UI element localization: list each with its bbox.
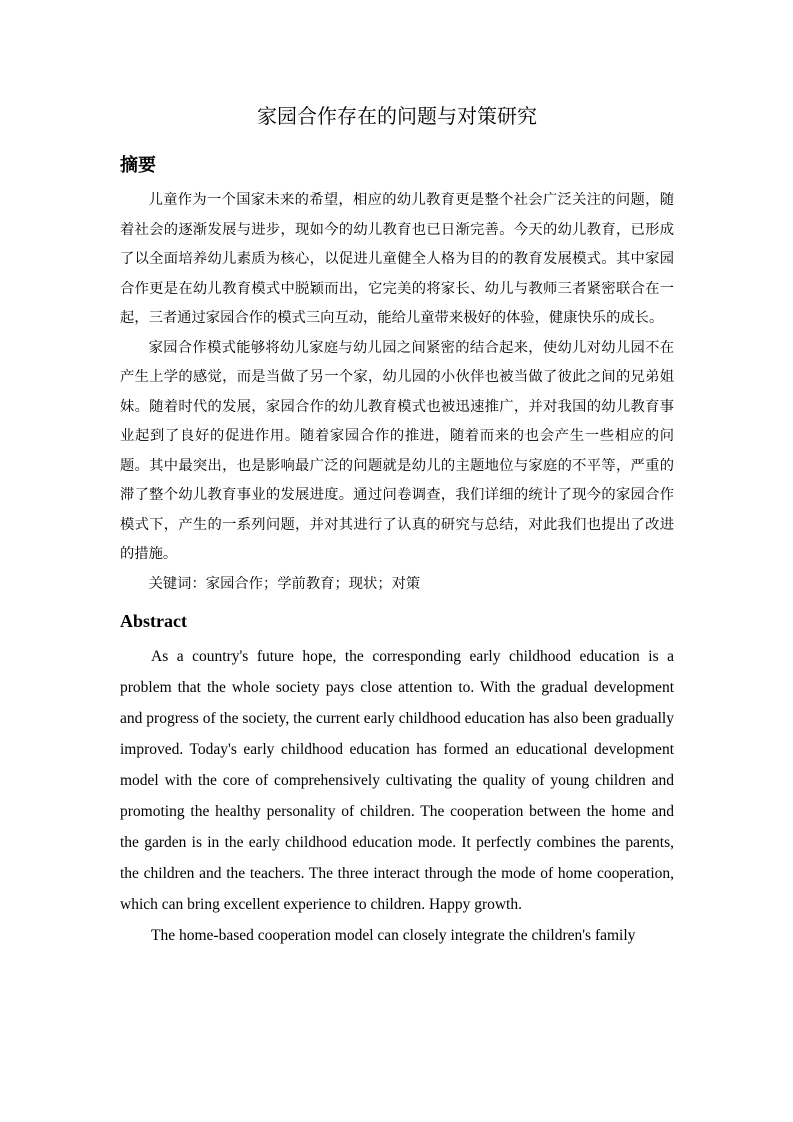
abstract-en-heading: Abstract	[120, 611, 187, 631]
document-page	[120, 100, 674, 951]
abstract-cn-paragraph: 儿童作为一个国家未来的希望，相应的幼儿教育更是整个社会广泛关注的问题，随着社会的逐渐发展与进步，现如今的幼儿教育也已日渐完善。今天的幼儿教育，已形成了以全面培养幼儿素质为核心，以促进儿童健全人格为目的的教育发展模式。其中家园合作更是在幼儿教育模式中脱颖而出，它完美的将家长、幼儿与教师三者紧密联合在一起，三者通过家园合作的模式三向互动，能给儿童带来极好的体验，健康快乐的成长。	[120, 192, 674, 326]
abstract-en-paragraph: The home-based cooperation model can closely integrate the children's family	[151, 927, 636, 944]
document-title: 家园合作存在的问题与对策研究	[257, 104, 537, 128]
abstract-cn-heading: 摘要	[120, 155, 156, 176]
keywords: 关键词：家园合作；学前教育；现状；对策	[148, 575, 421, 592]
abstract-cn-paragraph: 家园合作模式能够将幼儿家庭与幼儿园之间紧密的结合起来，使幼儿对幼儿园不在产生上学的感觉，而是当做了另一个家，幼儿园的小伙伴也被当做了彼此之间的兄弟姐妹。随着时代的发展，家园合作的幼儿教育模式也被迅速推广，并对我国的幼儿教育事业起到了良好的促进作用。随着家园合作的推进，随着而来的也会产生一些相应的问题。其中最突出，也是影响最广泛的问题就是幼儿的主题地位与家庭的不平等，严重的滞了整个幼儿教育事业的发展进度。通过问卷调查，我们详细的统计了现今的家园合作模式下，产生的一系列问题，并对其进行了认真的研究与总结，对此我们也提出了改进的措施。	[120, 339, 674, 562]
abstract-en-paragraph: As a country's future hope, the corresponding early childhood education is a problem that the whole society pays close attention to. With the gradual development and progress of the society, the current early childhood education has also been gradually improved. Today's early childhood education has formed an educational development model with the core of comprehensively cultivating the quality of young children and promoting the healthy personality of children. The cooperation between the home and the garden is in the early childhood education mode. It perfectly combines the parents, the children and the teachers. The three interact through the mode of home cooperation, which can bring excellent experience to children. Happy growth.	[120, 648, 674, 913]
